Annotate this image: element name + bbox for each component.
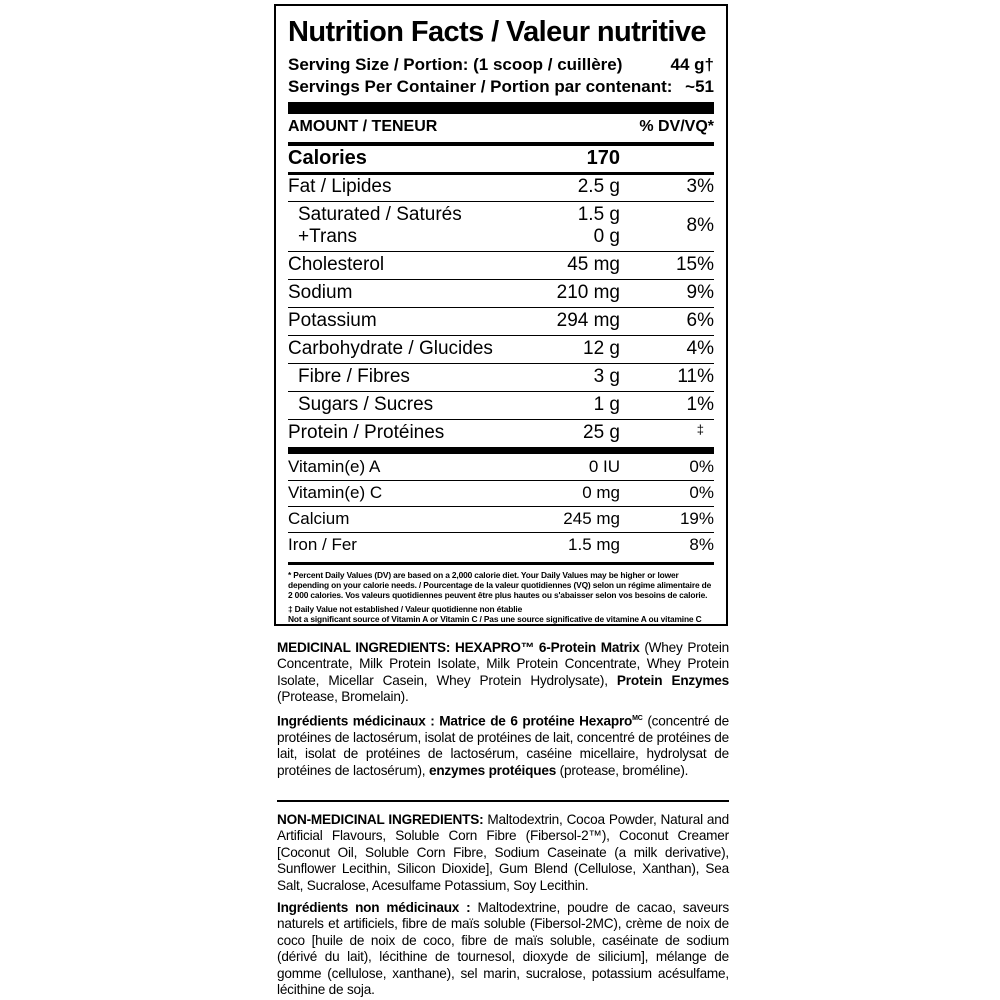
ingredients-separator [277, 800, 729, 802]
nutrient-dv: 8% [689, 535, 714, 554]
row-divider [288, 307, 714, 308]
nutrient-dv: 15% [675, 254, 714, 275]
nutrient-name: Vitamin(e) C [288, 483, 383, 502]
footnote-divider [288, 562, 714, 565]
trademark-mark: MC [632, 715, 643, 722]
serving-size-value: 44 g† [670, 55, 714, 74]
row-divider [288, 251, 714, 252]
footnote-not-established: ‡ Daily Value not established / Valeur quotidienne non établie [288, 604, 523, 614]
medicinal-ingredients-en [277, 640, 729, 706]
nutrient-dv: ‡ [696, 422, 704, 437]
serving-size-label: Serving Size / Portion: (1 scoop / cuillère) [288, 55, 623, 74]
protein-enzymes-en: Protein Enzymes [616, 672, 729, 688]
nutrient-amount: 12 g [583, 338, 620, 359]
nutrient-amount: 0 IU [588, 457, 620, 476]
nutrient-amount: 45 mg [567, 254, 620, 275]
nutrient-amount: 2.5 g [577, 176, 620, 197]
row-divider [288, 279, 714, 280]
panel-title: Nutrition Facts / Valeur nutritive [288, 16, 706, 48]
nutrient-name: Carbohydrate / Glucides [288, 338, 493, 359]
nutrient-amount: 0 mg [582, 483, 620, 502]
servings-per-container-row [288, 77, 714, 97]
nutrient-name: +Trans [298, 226, 357, 247]
nonmedicinal-label-en: NON-MEDICINAL INGREDIENTS: [277, 812, 484, 827]
protein-divider [288, 447, 714, 454]
nutrient-dv: 0% [689, 457, 714, 476]
nonmedicinal-label-fr: Ingrédients non médicinaux : [277, 900, 471, 915]
medicinal-ingredients-fr [277, 711, 729, 779]
nutrient-amount: 1.5 g [577, 204, 620, 225]
calories-divider [288, 172, 714, 175]
nutrient-amount: 170 [586, 147, 620, 169]
nutrient-amount: 25 g [583, 422, 620, 443]
row-divider [288, 532, 714, 533]
nutrient-dv: 4% [686, 338, 714, 359]
nutrient-amount: 294 mg [556, 310, 620, 331]
nutrient-amount: 0 g [593, 226, 620, 247]
medicinal-list-fr: (concentré de protéines de lactosérum, isolat de protéines de lait, concentré de protéines de lait, isolat de protéines de lactosérum, caséine micellaire, hydrolysat de protéines de lactosérum), [277, 713, 729, 778]
protein-enzymes-fr: enzymes protéiques [428, 762, 557, 778]
nutrient-dv: 1% [686, 394, 714, 415]
nutrient-amount: 1.5 mg [568, 535, 620, 554]
header-divider [288, 142, 714, 146]
nutrient-dv: 6% [686, 310, 714, 331]
row-divider [288, 506, 714, 507]
footnote-dv: * Percent Daily Values (DV) are based on a 2,000 calorie diet. Your Daily Values may be higher or lower depending on your calorie needs. / Pourcentage de la valeur quotidiennes (VQ) selon un régime alimentaire de 2 000 calories. Vos valeurs quotidiennes peuvent être plus hautes ou s'abaisser selon vos besoins de calorie. [288, 570, 712, 600]
hexapro-matrix-en: HEXAPRO™ 6-Protein Matrix [454, 640, 640, 655]
nutrient-amount: 1 g [593, 394, 620, 415]
thick-divider [288, 102, 714, 114]
table-header [288, 118, 714, 136]
serving-size-row [288, 55, 714, 75]
servings-per-container-value: ~51 [685, 77, 714, 96]
nutrient-name: Protein / Protéines [288, 422, 445, 443]
nutrient-dv: 8% [686, 215, 714, 236]
nutrient-name: Saturated / Saturés [298, 204, 462, 225]
nutrient-name: Vitamin(e) A [288, 457, 381, 476]
nutrient-name: Fat / Lipides [288, 176, 392, 197]
medicinal-label-fr: Ingrédients médicinaux : Matrice de 6 protéine Hexapro [277, 713, 633, 729]
row-divider [288, 391, 714, 392]
nutrient-dv: 9% [686, 282, 714, 303]
nonmedicinal-ingredients-fr [277, 900, 729, 998]
nutrient-name: Fibre / Fibres [298, 366, 410, 387]
nutrient-amount: 3 g [593, 366, 620, 387]
enzymes-list-fr: (protease, broméline). [556, 762, 689, 778]
row-divider [288, 201, 714, 202]
row-divider [288, 363, 714, 364]
footnote-vitamins: Not a significant source of Vitamin A or Vitamin C / Pas une source significative de vitamine A ou vitamine C [288, 614, 702, 624]
nutrient-name: Calcium [288, 509, 350, 528]
nonmedicinal-list-fr: Maltodextrine, poudre de cacao, saveurs naturels et artificiels, fibre de maïs soluble (Fibersol-2MC), crème de noix de coco [huile de noix de coco, fibre de maïs soluble, caséinate de sodium (dérivé du lait), lécithine de tournesol, dioxyde de silicium], mélange de gomme (cellulose, xanthane), sel marin, sucralose, potassium acésulfame, lécithine de soja. [277, 900, 729, 998]
nutrient-amount: 245 mg [563, 509, 620, 528]
row-divider [288, 480, 714, 481]
nutrient-name: Potassium [288, 310, 377, 331]
amount-header: AMOUNT / TENEUR [288, 118, 438, 135]
medicinal-list-en: (Whey Protein Concentrate, Milk Protein Isolate, Milk Protein Concentrate, Whey Protein Isolate, Micellar Casein, Whey Protein Hydrolysate), [277, 640, 730, 688]
nutrient-name: Calories [288, 147, 367, 169]
row-divider [288, 419, 714, 420]
nutrient-dv: 19% [679, 509, 714, 528]
nutrition-facts-panel [274, 4, 728, 626]
nutrient-amount: 210 mg [556, 282, 620, 303]
nutrient-dv: 3% [686, 176, 714, 197]
dv-header: % DV/VQ* [639, 118, 714, 135]
nutrient-name: Cholesterol [288, 254, 385, 275]
servings-per-container-label: Servings Per Container / Portion par contenant: [288, 77, 673, 96]
nonmedicinal-ingredients-en [277, 812, 729, 894]
medicinal-label-en: MEDICINAL INGREDIENTS: [277, 640, 451, 655]
nutrient-name: Iron / Fer [288, 535, 357, 554]
nonmedicinal-list-en: Maltodextrin, Cocoa Powder, Natural and Artificial Flavours, Soluble Corn Fibre (Fibersol-2™), Coconut Creamer [Coconut Oil, Soluble Corn Fibre, Sodium Caseinate (a milk derivative), Sunflower Lecithin, Silicon Dioxide], Gum Blend (Cellulose, Xanthan), Sea Salt, Sucralose, Acesulfame Potassium, Soy Lecithin. [277, 812, 729, 893]
enzymes-list-en: (Protease, Bromelain). [277, 689, 409, 705]
nutrient-dv: 11% [677, 366, 714, 387]
nutrient-dv: 0% [689, 483, 714, 502]
row-divider [288, 335, 714, 336]
nutrient-name: Sugars / Sucres [298, 394, 434, 415]
nutrient-name: Sodium [288, 282, 353, 303]
